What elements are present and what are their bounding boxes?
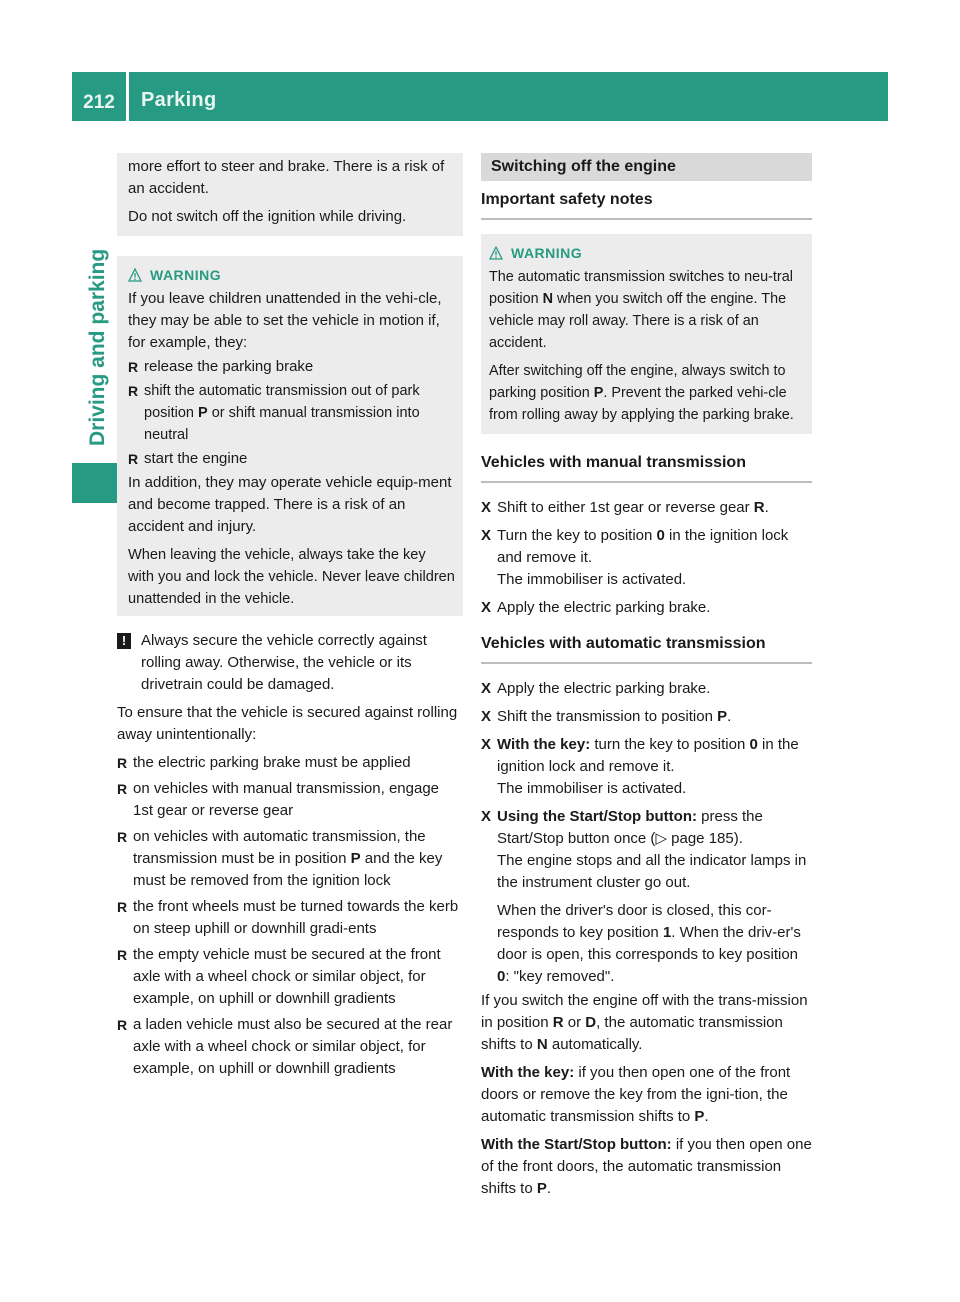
step-text: When the driver's door is closed, this cor-responds to key position <box>497 902 772 941</box>
warning-text-1 <box>489 266 804 354</box>
continued-text-1: more effort to steer and brake. There is a risk of an accident. <box>128 158 445 197</box>
bullet-marker: R <box>117 755 128 771</box>
paragraph-text: . <box>704 1108 709 1125</box>
step-text: : "key removed". <box>505 968 615 985</box>
paragraph-text: . <box>546 1180 552 1197</box>
warning-title: WARNING <box>150 267 222 283</box>
bullet-text: the empty vehicle must be secured at the front axle with a wheel chock or similar object, for example, on uphill or downhill gradients <box>133 946 441 1007</box>
paragraph-text: , the automatic transmission shifts to <box>481 1014 783 1053</box>
position-p: P <box>717 708 728 725</box>
step-text: Apply the electric parking brake. <box>497 680 711 697</box>
continued-text-2: Do not switch off the ignition while driving. <box>128 208 407 225</box>
step-marker: X <box>481 680 492 697</box>
step-text: Shift the transmission to position <box>497 708 718 725</box>
bullet-text: on vehicles with automatic transmission, the transmission must be in position <box>133 828 426 867</box>
warning-intro: If you leave children unattended in the vehi-cle, they may be able to set the vehicle in motion if, for example, they: <box>128 290 442 351</box>
with-key-paragraph <box>481 1062 812 1128</box>
warning-text-part: when you switch off the engine. The vehicle may roll away. There is a risk of an accident. <box>489 291 787 351</box>
step-marker: X <box>481 527 492 544</box>
list-item <box>117 944 463 1010</box>
step-marker: X <box>481 708 492 725</box>
step-item <box>481 734 812 800</box>
warning-text-part: After switching off the engine, always switch to parking position <box>489 363 786 401</box>
bullet-text: and the key must be removed from the ignition lock <box>133 850 443 889</box>
list-item <box>128 448 455 470</box>
step-text: in the ignition lock and remove it. <box>497 527 789 566</box>
bullet-marker: R <box>128 383 139 399</box>
warning-heading <box>128 264 455 286</box>
step-marker: X <box>481 736 492 753</box>
position-0: 0 <box>749 736 758 753</box>
position-p: P <box>198 405 208 421</box>
shift-paragraph <box>481 990 812 1056</box>
note-block <box>117 630 463 696</box>
warning-text-2: In addition, they may operate vehicle equip-ment and become trapped. There is a risk of an accident and injury. <box>128 474 452 535</box>
list-item <box>117 896 463 940</box>
position-n: N <box>536 1036 548 1053</box>
step-text: Apply the electric parking brake. <box>497 599 711 616</box>
warning-triangle-icon <box>489 246 503 260</box>
warning-title: WARNING <box>511 245 583 261</box>
warning-bullets <box>128 356 455 470</box>
safety-notes-heading: Important safety notes <box>481 189 812 220</box>
bullet-text: a laden vehicle must also be secured at the rear axle with a wheel chock or similar object, for example, on uphill or downhill gradients <box>133 1016 453 1077</box>
bullet-text: the electric parking brake must be applied <box>133 754 411 771</box>
position-p: P <box>694 1108 705 1125</box>
list-item <box>117 752 463 774</box>
page-reference-icon: ▷ <box>655 830 667 847</box>
warning-box-engine <box>481 234 812 434</box>
step-text: turn the key to position <box>590 736 750 753</box>
paragraph-label: With the Start/Stop button: <box>481 1136 672 1153</box>
bullet-marker: R <box>117 947 128 963</box>
step-result: The engine stops and all the indicator lamps in the instrument cluster go out. <box>497 852 807 891</box>
position-n: N <box>542 291 554 307</box>
section-title: Parking <box>141 89 217 111</box>
step-label: With the key: <box>497 736 591 753</box>
bullet-marker: R <box>117 1017 128 1033</box>
manual-heading: Vehicles with manual transmission <box>481 452 812 483</box>
paragraph-text: If you switch the engine off with the trans-mission in position <box>481 992 808 1031</box>
step-item <box>481 806 812 988</box>
bullet-text: or shift manual transmission into neutral <box>144 405 420 443</box>
step-result: The immobiliser is activated. <box>497 780 687 797</box>
side-label-text: Driving and parking <box>86 248 109 446</box>
exclamation-icon: ! <box>117 633 131 649</box>
list-item <box>117 826 463 892</box>
list-item <box>117 1014 463 1080</box>
step-label: Using the Start/Stop button: <box>497 808 697 825</box>
step-item <box>481 678 812 700</box>
step-text: press the Start/Stop button once ( <box>497 808 763 847</box>
position-1: 1 <box>662 924 672 941</box>
page-number: 212 <box>83 91 115 113</box>
step-marker: X <box>481 808 492 825</box>
position-0: 0 <box>497 968 506 985</box>
step-item <box>481 706 812 728</box>
step-text: . <box>727 708 732 725</box>
bullet-marker: R <box>128 359 139 375</box>
manual-steps <box>481 497 812 619</box>
warning-heading <box>489 242 804 264</box>
bullet-marker: R <box>117 829 128 845</box>
position-d: D <box>585 1014 597 1031</box>
automatic-steps <box>481 678 812 988</box>
step-text: . When the driv-er's door is open, this corresponds to key position <box>497 924 801 963</box>
right-column <box>481 153 812 1206</box>
bullet-marker: R <box>117 781 128 797</box>
step-marker: X <box>481 499 492 516</box>
bullet-text: on vehicles with manual transmission, engage 1st gear or reverse gear <box>133 780 439 819</box>
warning-text-part: . Prevent the parked vehi-cle from rolling away by applying the parking brake. <box>489 385 794 423</box>
step-result: The immobiliser is activated. <box>497 571 687 588</box>
list-item <box>128 356 455 378</box>
paragraph-text: or <box>563 1014 586 1031</box>
warning-text-3: When leaving the vehicle, always take the key with you and lock the vehicle. Never leave children unattended in the vehicle. <box>128 547 455 607</box>
paragraph-label: With the key: <box>481 1064 575 1081</box>
page-reference-link[interactable]: page 185). <box>666 830 743 847</box>
warning-triangle-icon <box>128 268 142 282</box>
side-tab-marker <box>72 463 122 503</box>
paragraph-text: automatically. <box>547 1036 643 1053</box>
list-item <box>117 778 463 822</box>
bullet-text: shift the automatic transmission out of park position <box>144 383 420 421</box>
side-label <box>82 250 122 450</box>
position-p: P <box>350 850 361 867</box>
secure-bullets <box>117 752 463 1080</box>
position-r: R <box>753 499 765 516</box>
position-r: R <box>552 1014 564 1031</box>
automatic-heading: Vehicles with automatic transmission <box>481 633 812 664</box>
bullet-text: start the engine <box>144 450 248 467</box>
note-text: Always secure the vehicle correctly against rolling away. Otherwise, the vehicle or its drivetrain could be damaged. <box>141 632 427 693</box>
paragraph-text: if you then open one of the front doors or remove the key from the igni-tion, the automatic transmission shifts to <box>481 1064 791 1125</box>
warning-text-part: The automatic transmission switches to neu-tral position <box>489 269 793 307</box>
step-marker: X <box>481 599 492 616</box>
continued-warning-box <box>117 153 463 236</box>
bullet-text: release the parking brake <box>144 358 314 375</box>
step-item <box>481 597 812 619</box>
bullet-text: the front wheels must be turned towards the kerb on steep uphill or downhill gradi-ents <box>133 898 459 937</box>
secure-paragraph: To ensure that the vehicle is secured against rolling away unintentionally: <box>117 704 458 743</box>
position-p: P <box>593 385 604 401</box>
start-stop-paragraph <box>481 1134 812 1200</box>
section-header: Switching off the engine <box>481 153 812 181</box>
warning-box-children <box>117 256 463 616</box>
step-text: in the ignition lock and remove it. <box>497 736 799 775</box>
left-column <box>117 153 463 1084</box>
list-item <box>128 380 455 446</box>
warning-text-2 <box>489 360 804 426</box>
step-text: Turn the key to position <box>497 527 657 544</box>
paragraph-text: if you then open one of the front doors, the automatic transmission shifts to <box>481 1136 812 1197</box>
position-p: P <box>536 1180 547 1197</box>
header-divider <box>126 72 129 121</box>
bullet-marker: R <box>117 899 128 915</box>
step-text: . <box>764 499 769 516</box>
step-detail <box>497 900 812 988</box>
step-item <box>481 497 812 519</box>
bullet-marker: R <box>128 451 139 467</box>
step-text: Shift to either 1st gear or reverse gear <box>497 499 754 516</box>
step-item <box>481 525 812 591</box>
position-0: 0 <box>656 527 665 544</box>
